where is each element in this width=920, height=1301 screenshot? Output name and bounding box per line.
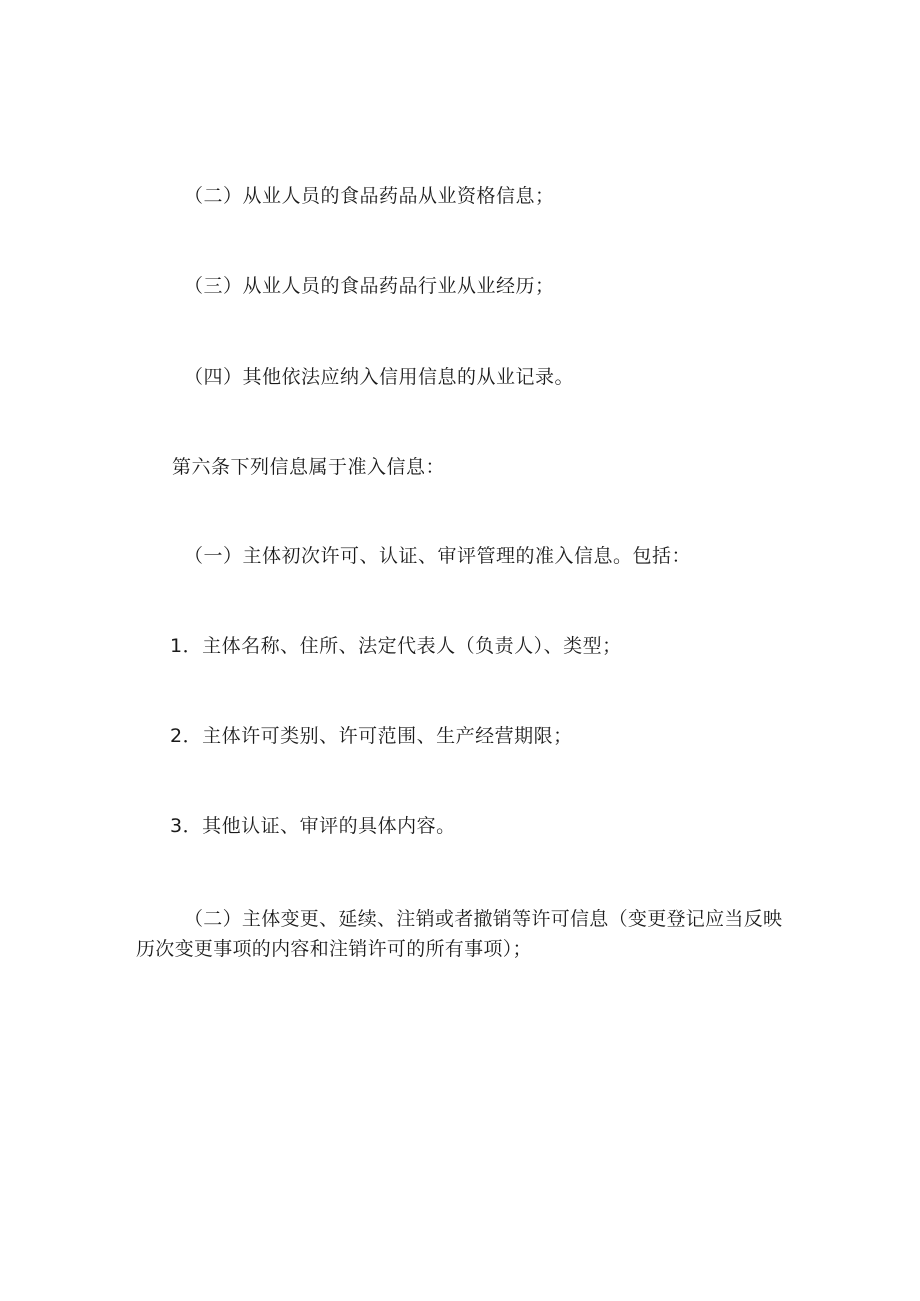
- article-six-heading: 第六条下列信息属于准入信息：: [172, 456, 446, 478]
- paragraph-other-practice-records: （四）其他依法应纳入信用信息的从业记录。: [184, 366, 575, 388]
- list-item-subject-name: 1．主体名称、住所、法定代表人（负责人）、类型；: [170, 635, 622, 657]
- paragraph-change-license-info: （二）主体变更、延续、注销或者撤销等许可信息（变更登记应当反映历次变更事项的内容和注销许可的所有事项）；: [136, 908, 783, 960]
- paragraph-initial-admission-info: （一）主体初次许可、认证、审评管理的准入信息。包括：: [184, 545, 692, 567]
- paragraph-practitioner-qualification: （二）从业人员的食品药品从业资格信息；: [184, 185, 555, 207]
- list-item-license-category: 2．主体许可类别、许可范围、生产经营期限；: [170, 725, 573, 747]
- paragraph-practitioner-experience: （三）从业人员的食品药品行业从业经历；: [184, 275, 555, 297]
- list-item-other-review: 3．其他认证、审评的具体内容。: [170, 815, 456, 837]
